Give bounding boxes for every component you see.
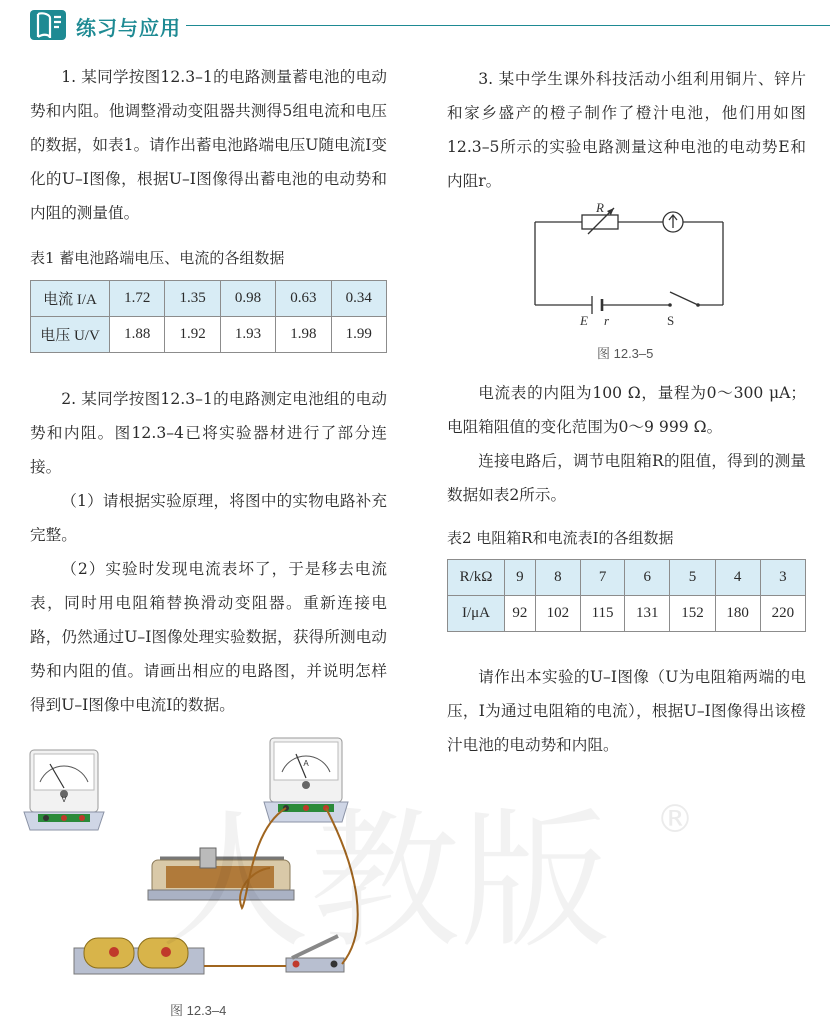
publisher-watermark: 人教版 [160,795,611,969]
switch-symbol [670,292,698,305]
question-1-text: 1. 某同学按图12.3–1的电路测量蓄电池的电动势和内阻。他调整滑动变阻器共测得5组电流和电压的数据，如表1。请作出蓄电池路端电压U随电流I变化的U–I图像，根据U–I图像得出蓄电池的电动势和内阻的测量值。 [30,68,387,222]
question-2-part-1: （1）请根据实验原理，将图中的实物电路补充完整。 [30,492,387,544]
table-cell: 115 [580,596,624,632]
table-cell: 102 [535,596,580,632]
instrument-specs-text: 电流表的内阻为100 Ω，量程为0～300 μA；电阻箱阻值的变化范围为0～9 999 Ω。 [447,384,806,436]
table-cell: 1.88 [110,317,165,353]
label-S: S [667,313,675,328]
label-r: r [604,313,610,328]
figure-12-3-5 [530,200,730,330]
measurement-text: 连接电路后，调节电阻箱R的阻值，得到的测量数据如表2所示。 [447,452,806,504]
table-cell: 180 [715,596,760,632]
table-cell: 5 [670,560,715,596]
table-cell: 0.63 [276,281,331,317]
table-2-caption: 表2 电阻箱R和电流表I的各组数据 [447,529,674,547]
table-2 [447,559,806,632]
question-2-part-2: （2）实验时发现电流表坏了，于是移去电流表，同时用电阻箱替换滑动变阻器。重新连接电路，仍然通过U–I图像处理实验数据，获得所测电动势和内阻的值。请画出相应的电路图，并说明怎样得到U–I图像中电流I的数据。 [30,560,387,714]
table-cell: 1.72 [110,281,165,317]
table-cell: 152 [670,596,715,632]
table-cell: 0.98 [220,281,275,317]
label-E: E [580,313,588,328]
table-cell: 4 [715,560,760,596]
label-R: R [596,200,604,215]
table-cell: 电压 U/V [31,317,110,353]
figure-12-3-4-caption: 图 12.3–4 [170,1003,227,1018]
voltmeter-icon [24,750,104,830]
table-1-caption: 表1 蓄电池路端电压、电流的各组数据 [30,249,285,267]
table-cell: 8 [535,560,580,596]
table-cell: 1.93 [220,317,275,353]
section-title: 练习与应用 [76,16,181,40]
table-cell: 220 [760,596,805,632]
table-1 [30,280,387,353]
table-cell: 1.92 [165,317,220,353]
table-cell: 131 [625,596,670,632]
table-cell: 电流 I/A [31,281,110,317]
question-3-task: 请作出本实验的U–I图像（U为电阻箱两端的电压，I为通过电阻箱的电流），根据U–I图像得出该橙汁电池的电动势和内阻。 [447,668,806,754]
table-cell: 1.35 [165,281,220,317]
table-cell: I/μA [448,596,505,632]
header-divider [186,25,830,26]
table-cell: 92 [505,596,536,632]
question-2-text: 2. 某同学按图12.3–1的电路测定电池组的电动势和内阻。图12.3–4已将实验器材进行了部分连接。 [30,390,387,476]
figure-12-3-5-caption: 图 12.3–5 [597,346,654,361]
voltmeter-label: V [61,795,67,804]
table-cell: 1.99 [331,317,386,353]
table-cell: 3 [760,560,805,596]
registered-mark: ® [656,797,694,841]
ammeter-label: A [303,759,309,768]
table-row [31,281,387,317]
table-cell: 9 [505,560,536,596]
table-row [448,596,806,632]
table-row [448,560,806,596]
table-cell: R/kΩ [448,560,505,596]
question-3-text: 3. 某中学生课外科技活动小组利用铜片、锌片和家乡盛产的橙子制作了橙汁电池，他们用如图12.3–5所示的实验电路测量这种电池的电动势E和内阻r。 [447,70,806,190]
table-cell: 0.34 [331,281,386,317]
table-cell: 7 [580,560,624,596]
table-row [31,317,387,353]
exercise-book-icon [28,6,68,44]
table-cell: 1.98 [276,317,331,353]
table-cell: 6 [625,560,670,596]
